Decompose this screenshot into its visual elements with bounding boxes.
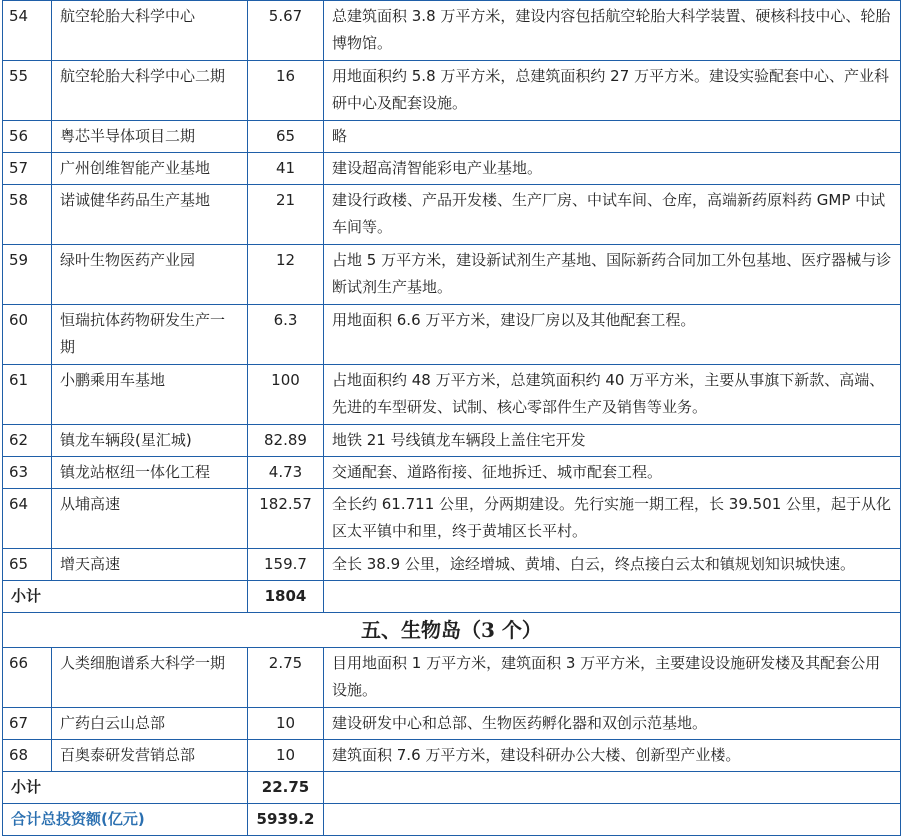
investment: 182.57 [248, 489, 324, 549]
project-name: 广州创维智能产业基地 [52, 153, 248, 185]
investment: 5.67 [248, 1, 324, 61]
project-name: 镇龙站枢纽一体化工程 [52, 457, 248, 489]
project-description: 地铁 21 号线镇龙车辆段上盖住宅开发 [324, 425, 901, 457]
table-row [3, 185, 901, 245]
subtotal-row [3, 772, 901, 804]
investment: 82.89 [248, 425, 324, 457]
investment: 65 [248, 121, 324, 153]
table-row [3, 648, 901, 708]
row-number: 56 [3, 121, 52, 153]
table-row [3, 121, 901, 153]
project-name: 人类细胞谱系大科学一期 [52, 648, 248, 708]
row-number: 63 [3, 457, 52, 489]
project-name: 小鹏乘用车基地 [52, 365, 248, 425]
project-description: 建设研发中心和总部、生物医药孵化器和双创示范基地。 [324, 708, 901, 740]
project-name: 粤芯半导体项目二期 [52, 121, 248, 153]
table-row [3, 245, 901, 305]
investment: 100 [248, 365, 324, 425]
project-name: 航空轮胎大科学中心 [52, 1, 248, 61]
grand-total-value: 5939.2 [248, 804, 324, 836]
investment: 10 [248, 708, 324, 740]
row-number: 61 [3, 365, 52, 425]
table-row [3, 1, 901, 61]
table-row [3, 708, 901, 740]
project-description: 建筑面积 7.6 万平方米，建设科研办公大楼、创新型产业楼。 [324, 740, 901, 772]
project-description: 交通配套、道路衔接、征地拆迁、城市配套工程。 [324, 457, 901, 489]
table-row [3, 153, 901, 185]
row-number: 59 [3, 245, 52, 305]
row-number: 67 [3, 708, 52, 740]
investment: 12 [248, 245, 324, 305]
project-name: 增天高速 [52, 549, 248, 581]
row-number: 68 [3, 740, 52, 772]
grand-total-row [3, 804, 901, 836]
investment: 4.73 [248, 457, 324, 489]
project-description: 全长 38.9 公里，途经增城、黄埔、白云，终点接白云太和镇规划知识城快速。 [324, 549, 901, 581]
row-number: 65 [3, 549, 52, 581]
empty-cell [324, 772, 901, 804]
project-name: 恒瑞抗体药物研发生产一期 [52, 305, 248, 365]
investment: 159.7 [248, 549, 324, 581]
project-name: 广药白云山总部 [52, 708, 248, 740]
project-description: 总建筑面积 3.8 万平方米，建设内容包括航空轮胎大科学装置、硬核科技中心、轮胎博物馆。 [324, 1, 901, 61]
project-description: 占地 5 万平方米，建设新试剂生产基地、国际新药合同加工外包基地、医疗器械与诊断试剂生产基地。 [324, 245, 901, 305]
table-row [3, 305, 901, 365]
row-number: 57 [3, 153, 52, 185]
investment: 6.3 [248, 305, 324, 365]
project-name: 诺诚健华药品生产基地 [52, 185, 248, 245]
investment: 16 [248, 61, 324, 121]
row-number: 64 [3, 489, 52, 549]
empty-cell [324, 804, 901, 836]
subtotal-row [3, 581, 901, 613]
project-name: 从埔高速 [52, 489, 248, 549]
grand-total-label: 合计总投资额(亿元) [3, 804, 248, 836]
project-description: 目用地面积 1 万平方米，建筑面积 3 万平方米，主要建设设施研发楼及其配套公用设施。 [324, 648, 901, 708]
project-name: 航空轮胎大科学中心二期 [52, 61, 248, 121]
project-name: 镇龙车辆段(星汇城) [52, 425, 248, 457]
investment: 2.75 [248, 648, 324, 708]
row-number: 54 [3, 1, 52, 61]
row-number: 62 [3, 425, 52, 457]
empty-cell [324, 581, 901, 613]
table-row [3, 365, 901, 425]
project-description: 略 [324, 121, 901, 153]
table-row [3, 489, 901, 549]
subtotal-value: 22.75 [248, 772, 324, 804]
project-description: 用地面积 6.6 万平方米，建设厂房以及其他配套工程。 [324, 305, 901, 365]
investment: 21 [248, 185, 324, 245]
project-description: 建设超高清智能彩电产业基地。 [324, 153, 901, 185]
project-name: 绿叶生物医药产业园 [52, 245, 248, 305]
section-title: 五、生物岛（3 个） [3, 613, 901, 648]
table-row [3, 457, 901, 489]
project-description: 全长约 61.711 公里，分两期建设。先行实施一期工程，长 39.501 公里，起于从化区太平镇中和里，终于黄埔区长平村。 [324, 489, 901, 549]
row-number: 55 [3, 61, 52, 121]
project-description: 占地面积约 48 万平方米，总建筑面积约 40 万平方米，主要从事旗下新款、高端、先进的车型研发、试制、核心零部件生产及销售等业务。 [324, 365, 901, 425]
table-row [3, 61, 901, 121]
subtotal-label: 小计 [3, 772, 248, 804]
row-number: 60 [3, 305, 52, 365]
row-number: 58 [3, 185, 52, 245]
row-number: 66 [3, 648, 52, 708]
project-description: 用地面积约 5.8 万平方米，总建筑面积约 27 万平方米。建设实验配套中心、产业科研中心及配套设施。 [324, 61, 901, 121]
table-row [3, 740, 901, 772]
project-description: 建设行政楼、产品开发楼、生产厂房、中试车间、仓库，高端新药原料药 GMP 中试车间等。 [324, 185, 901, 245]
investment: 10 [248, 740, 324, 772]
project-name: 百奥泰研发营销总部 [52, 740, 248, 772]
section-row [3, 613, 901, 648]
project-table [2, 0, 901, 836]
subtotal-value: 1804 [248, 581, 324, 613]
investment: 41 [248, 153, 324, 185]
subtotal-label: 小计 [3, 581, 248, 613]
table-row [3, 425, 901, 457]
table-row [3, 549, 901, 581]
